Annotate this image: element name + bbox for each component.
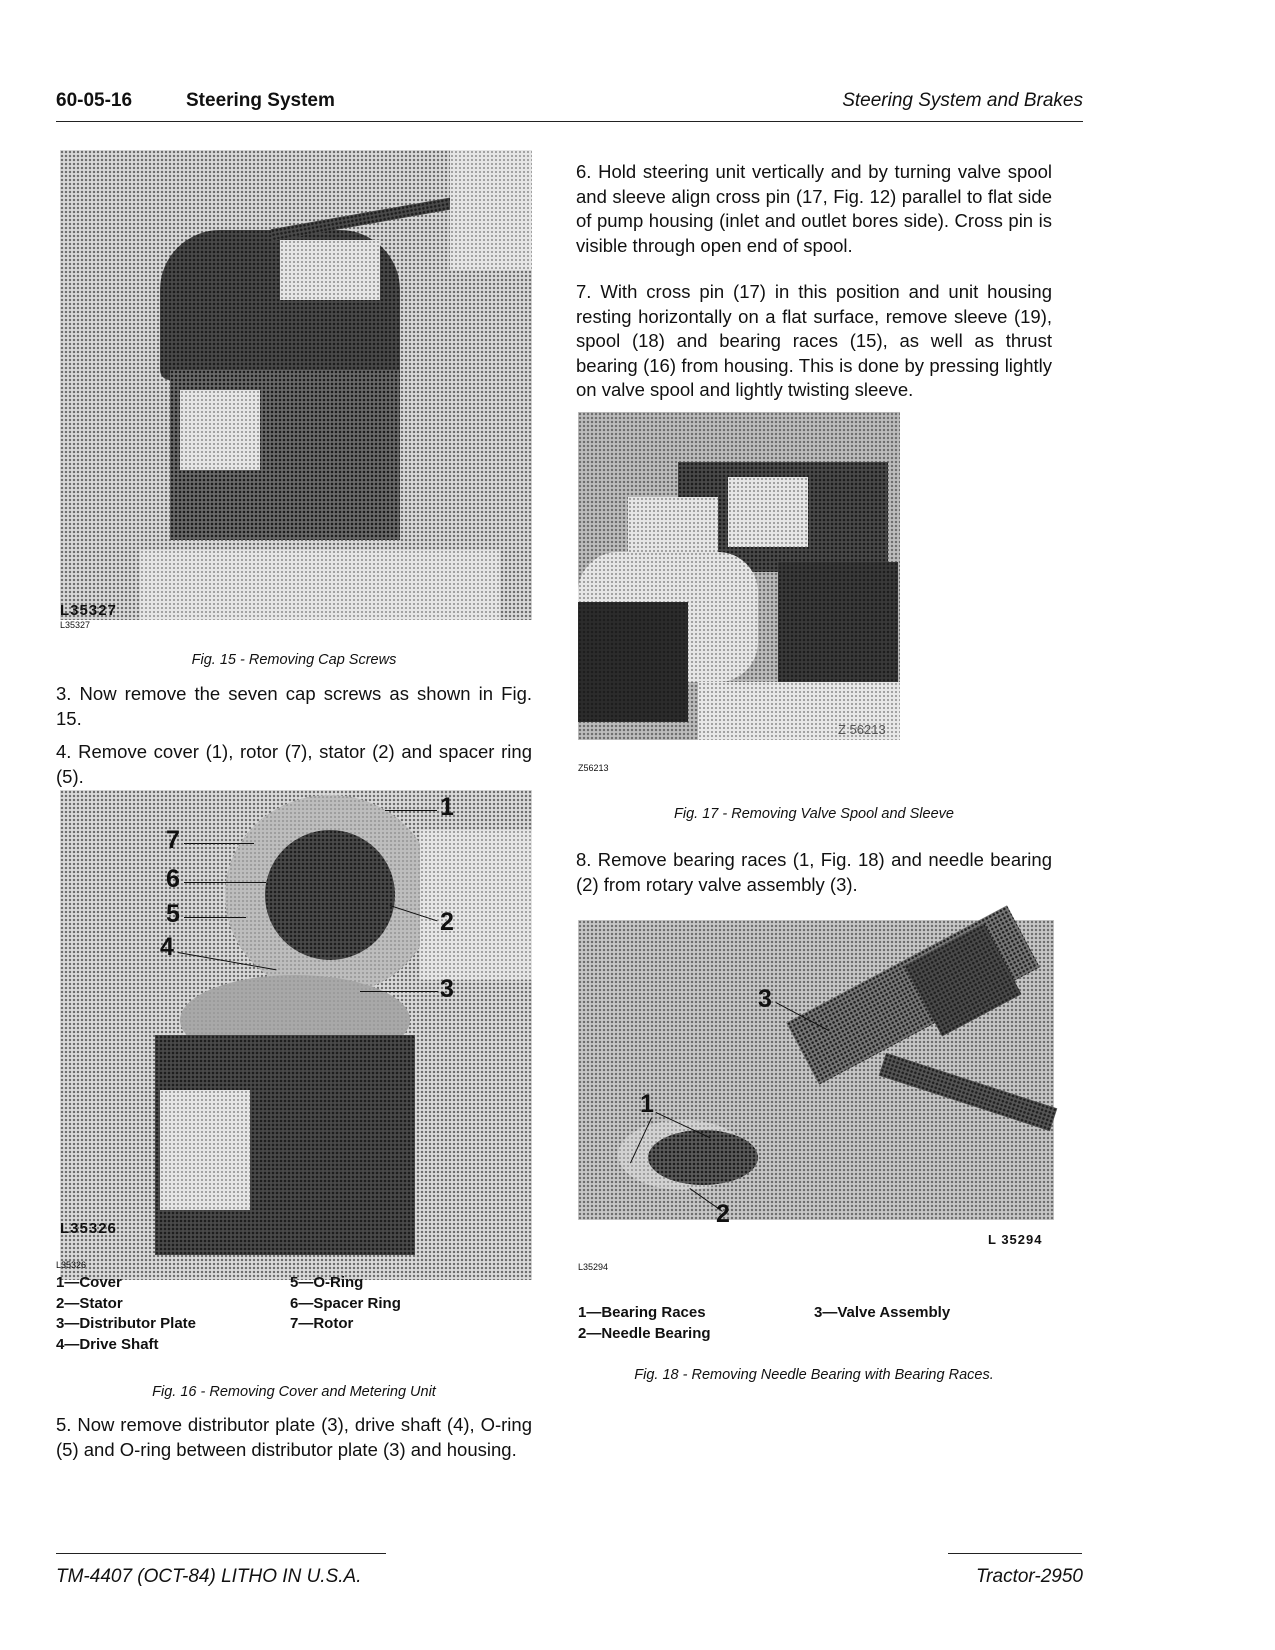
page-number: 60-05-16 [56,90,133,111]
legend-item: 3—Distributor Plate [56,1315,197,1332]
fig16-callout-7: 7 [166,826,180,854]
legend-item: 2—Needle Bearing [578,1324,711,1342]
fig17-photo [578,412,900,740]
fig16-callout-5: 5 [166,900,180,928]
step-3: 3. Now remove the seven cap screws as shown in Fig. 15. [56,683,532,729]
fig18-callout-1: 1 [640,1090,654,1118]
fig18-callout-3: 3 [758,985,772,1013]
fig18-legend-col2 [814,1303,950,1324]
fig18-photo-label-small: L35294 [578,1262,609,1272]
fig16-caption: Fig. 16 - Removing Cover and Metering Unit [152,1384,436,1400]
fig16-leader-7 [184,843,254,844]
fig16-callout-3: 3 [440,975,454,1003]
fig16-callout-4: 4 [160,933,174,961]
legend-item: 6—Spacer Ring [290,1294,401,1312]
footer-rule-left [56,1553,386,1554]
fig16-photo-label: L35326 [60,1220,117,1237]
chapter-title: Steering System and Brakes [842,90,1083,111]
fig15-caption: Fig. 15 - Removing Cap Screws [191,652,397,668]
fig15-photo [60,150,532,620]
fig16-leader-6 [184,882,266,883]
step-4: 4. Remove cover (1), rotor (7), stator (2) and spacer ring (5). [56,741,532,787]
fig16-legend-col1 [56,1273,196,1355]
fig16-legend-col2 [290,1273,401,1335]
legend-item: 5—O-Ring [290,1274,364,1291]
step-8: 8. Remove bearing races (1, Fig. 18) and needle bearing (2) from rotary valve assembly (3). [576,849,1052,895]
fig16-photo-label-small: L35326 [56,1260,87,1270]
section-title: Steering System [186,90,335,111]
fig16-photo [60,790,532,1280]
fig18-legend-col1 [578,1303,711,1344]
step-5: 5. Now remove distributor plate (3), drive shaft (4), O-ring (5) and O-ring between distributor plate (3) and housing. [56,1414,532,1460]
fig16-callout-1: 1 [440,793,454,821]
fig18-photo-label: L 35294 [988,1232,1043,1247]
legend-item: 2—Stator [56,1294,123,1312]
fig18-caption: Fig. 18 - Removing Needle Bearing with Bearing Races. [634,1367,994,1383]
fig15-photo-label-small: L35327 [60,620,91,630]
legend-item: 7—Rotor [290,1315,354,1332]
header-rule [56,121,1083,122]
fig16-callout-6: 6 [166,865,180,893]
legend-item: 1—Bearing Races [578,1304,706,1321]
fig16-leader-1 [385,810,437,811]
footer-model: Tractor-2950 [975,1566,1083,1587]
step-7: 7. With cross pin (17) in this position and unit housing resting horizontally on a flat surface, remove sleeve (19), spool (18) and bearing races (15), as well as thrust bearing (16) from housing. This is done by pressing lightly on valve spool and lightly twisting sleeve. [576,281,1052,400]
fig16-leader-5 [184,917,246,918]
fig16-callout-2: 2 [440,908,454,936]
footer-rule-right [948,1553,1082,1554]
legend-item: 4—Drive Shaft [56,1335,159,1353]
fig18-photo [578,920,1054,1220]
legend-item: 1—Cover [56,1274,122,1291]
fig17-photo-label-small: Z56213 [578,763,609,773]
fig17-photo-label: Z 56213 [838,722,886,737]
step-6: 6. Hold steering unit vertically and by turning valve spool and sleeve align cross pin (17, Fig. 12) parallel to flat side of pump housing (inlet and outlet bores side). Cross pin is visible through open end of spool. [576,161,1052,256]
fig17-caption: Fig. 17 - Removing Valve Spool and Sleeve [674,806,954,822]
fig16-leader-3 [360,991,438,992]
legend-item: 3—Valve Assembly [814,1304,951,1321]
fig18-callout-2: 2 [716,1200,730,1228]
footer-document-id: TM-4407 (OCT-84) LITHO IN U.S.A. [56,1566,362,1587]
fig15-photo-label: L35327 [60,602,117,619]
